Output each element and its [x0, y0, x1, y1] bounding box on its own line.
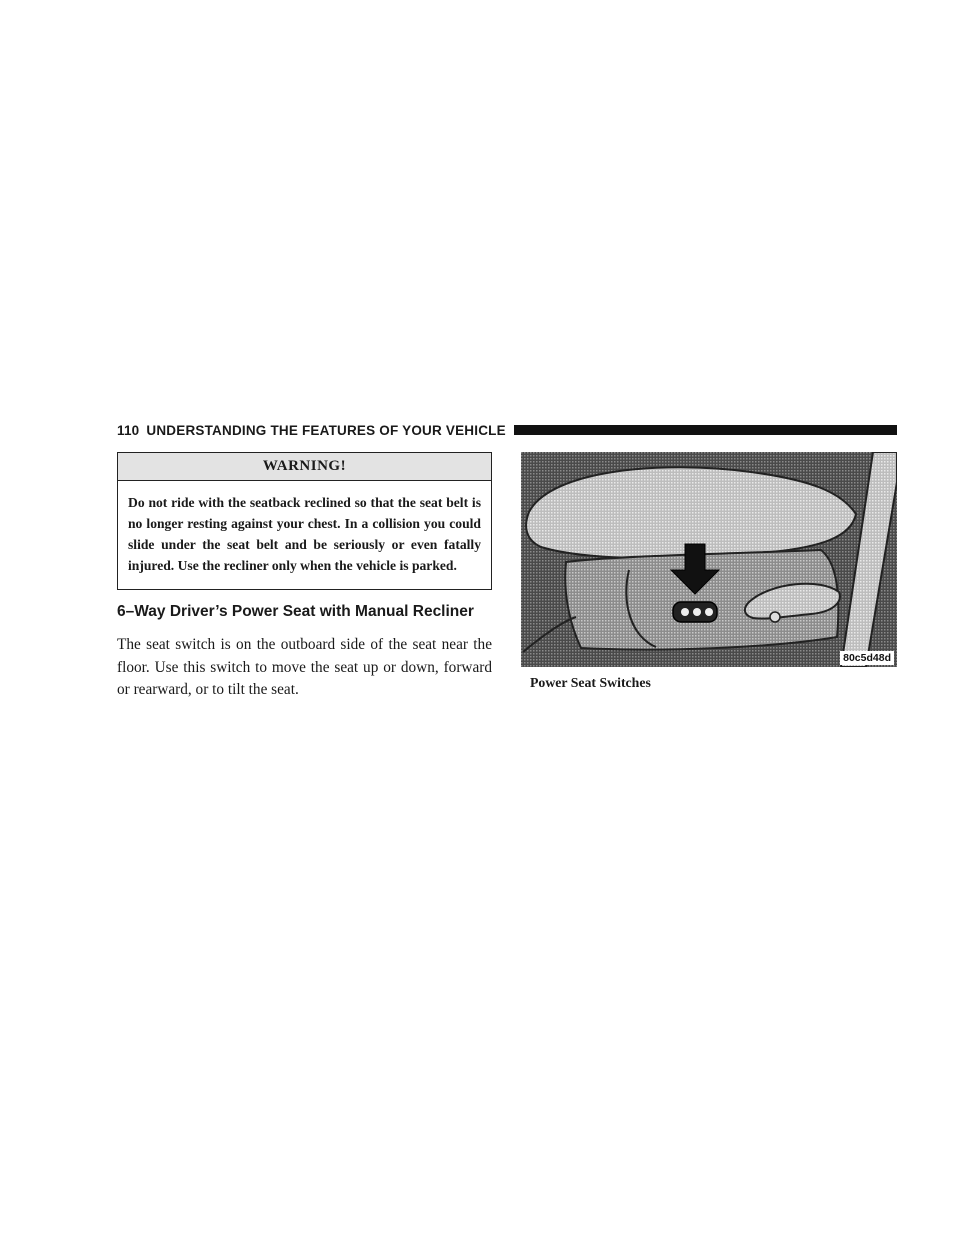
warning-box	[117, 452, 492, 590]
figure-code: 80c5d48d	[840, 651, 894, 665]
power-seat-illustration	[521, 452, 897, 667]
header-rule	[514, 425, 897, 435]
section-heading: 6–Way Driver’s Power Seat with Manual Recliner	[117, 603, 474, 620]
warning-text: Do not ride with the seatback reclined so that the seat belt is no longer resting against your chest. In a collision you could slide under the seat belt and be seriously or even fatally injured. Use the recliner only when the vehicle is parked.	[128, 495, 481, 573]
section-body: The seat switch is on the outboard side of the seat near the floor. Use this switch to move the seat up or down, forward or rearward, or to tilt the seat.	[117, 636, 492, 698]
page-number: 110	[117, 422, 140, 438]
warning-title: WARNING!	[118, 453, 491, 481]
page-header	[117, 419, 897, 441]
seat-drawing	[521, 452, 897, 667]
section-title: UNDERSTANDING THE FEATURES OF YOUR VEHICLE	[146, 422, 506, 438]
figure-caption: Power Seat Switches	[530, 675, 651, 690]
